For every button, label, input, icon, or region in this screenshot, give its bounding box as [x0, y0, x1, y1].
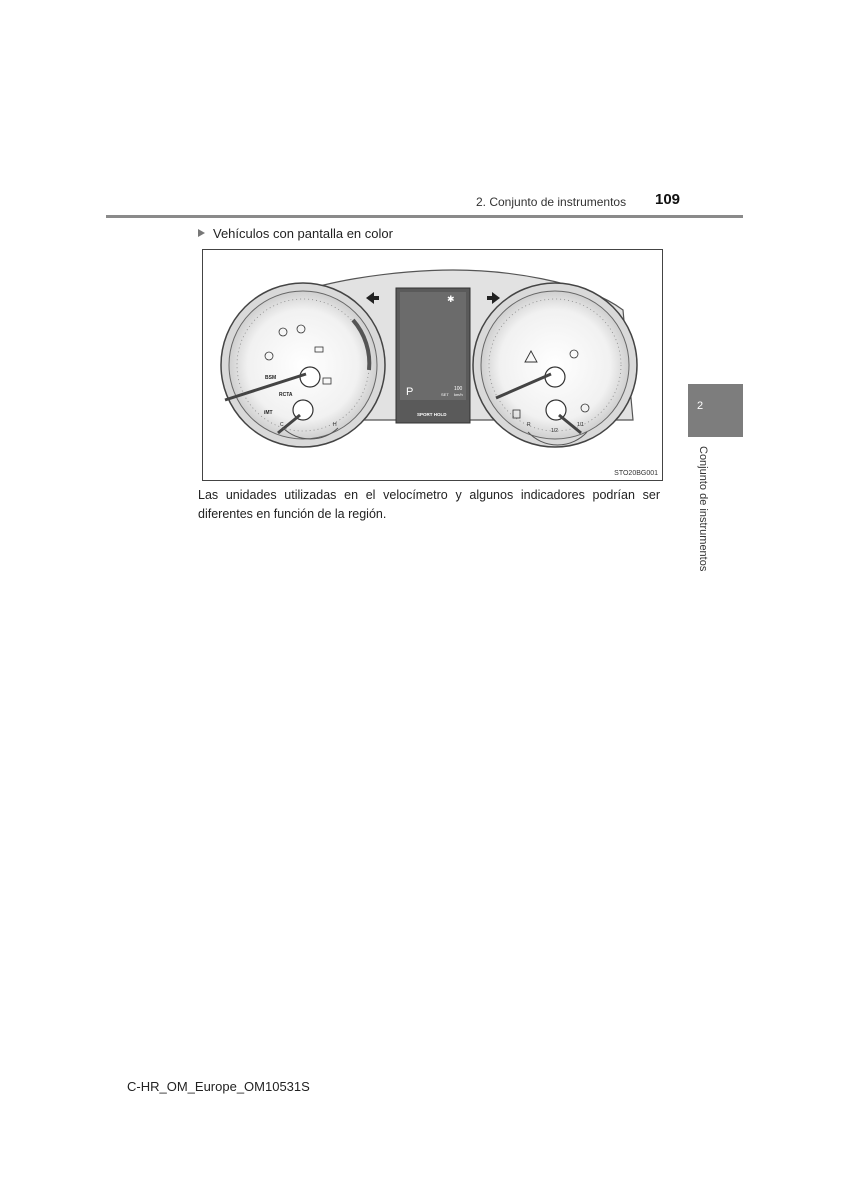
chapter-number: 2	[697, 400, 704, 412]
header-rule	[106, 215, 743, 218]
speedometer-gauge	[473, 283, 637, 447]
hot-label: H	[333, 422, 337, 428]
body-paragraph: Las unidades utilizadas en el velocímetro y algunos indicadores podrían ser diferentes en función de la región.	[198, 488, 660, 521]
rcta-label: RCTA	[279, 392, 293, 398]
chapter-tab	[688, 384, 743, 437]
multi-information-display	[396, 288, 470, 423]
bsm-label: BSM	[265, 375, 277, 381]
fuel-empty-label: R	[527, 422, 531, 428]
document-code: C-HR_OM_Europe_OM10531S	[127, 1079, 310, 1094]
snowflake-icon: ✱	[447, 295, 455, 305]
page-number: 109	[655, 191, 681, 208]
section-title: 2. Conjunto de instrumentos	[476, 195, 627, 209]
triangle-bullet-icon	[198, 229, 205, 237]
imt-label: iMT	[264, 410, 273, 416]
gear-indicator: P	[406, 386, 414, 398]
drive-mode-text: SPORT HOLD	[417, 412, 447, 417]
figure-code: STO20BG001	[614, 470, 658, 477]
tachometer-gauge	[221, 283, 385, 447]
set-speed-unit: km/h	[454, 392, 463, 397]
instrument-cluster-figure	[202, 249, 663, 481]
set-speed-value: 100	[454, 386, 463, 392]
bullet-item	[198, 226, 393, 241]
fuel-full-label: 1/1	[577, 422, 584, 428]
cold-label: C	[280, 422, 284, 428]
bullet-text: Vehículos con pantalla en color	[213, 226, 393, 241]
chapter-label: Conjunto de instrumentos	[697, 446, 709, 572]
set-speed-label: SET	[441, 392, 449, 397]
fuel-half-label: 1/2	[551, 428, 558, 434]
instrument-cluster-illustration	[203, 250, 662, 480]
